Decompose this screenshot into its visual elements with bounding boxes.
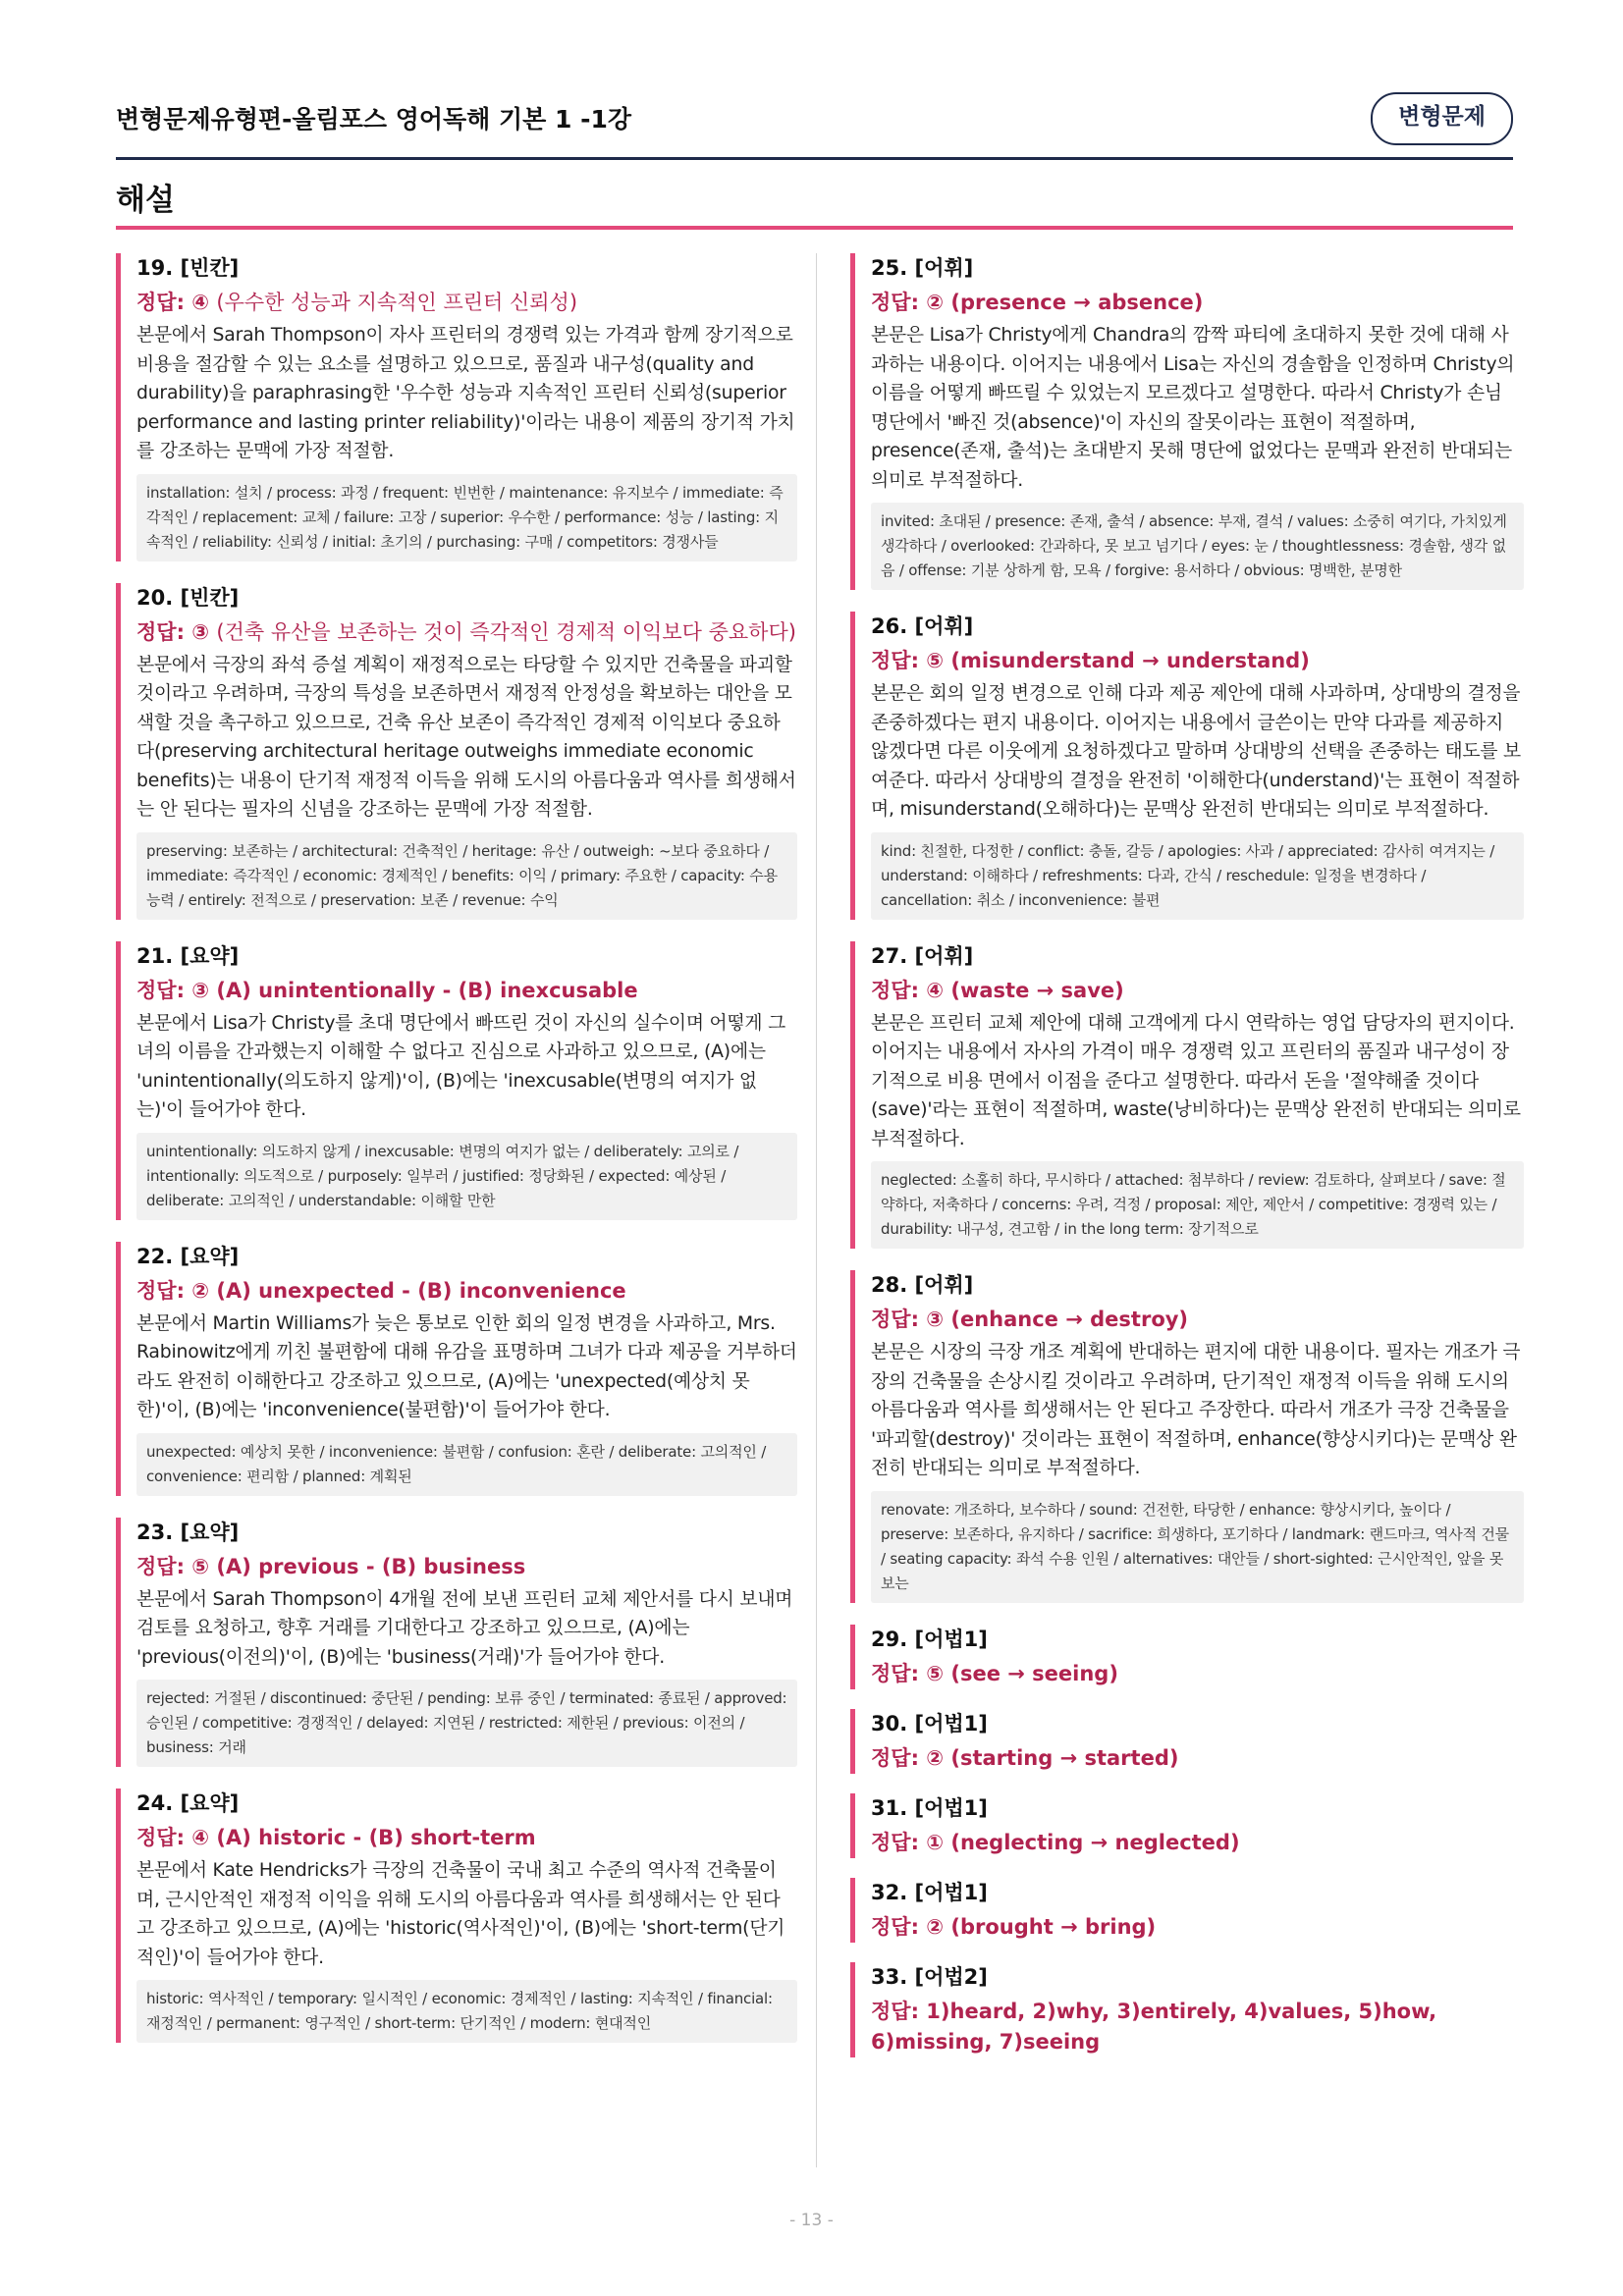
question-number: 29. [어법1] — [871, 1627, 988, 1651]
answer-label: 정답: ⑤ — [871, 649, 945, 672]
section-rule — [116, 226, 1513, 230]
answer-text: (misunderstand → understand) — [950, 649, 1310, 672]
answer-text: (A) unintentionally - (B) inexcusable — [216, 978, 638, 1002]
answer-label: 정답: — [871, 1999, 919, 2023]
question-number: 31. [어법1] — [871, 1795, 988, 1820]
question-number: 25. [어휘] — [871, 256, 974, 280]
answer-label: 정답: ④ — [136, 1826, 210, 1849]
explanation-text: 본문에서 Sarah Thompson이 자사 프린터의 경쟁력 있는 가격과 함께 장기적으로 비용을 절감할 수 있는 요소를 설명하고 있으므로, 품질과 내구성(quality and durability)을 paraphrasing한 '우수한 성능과 지속적인 프린터 신뢰성(superior performance and lasting printer reliability)'이라는 내용이 제품의 장기적 가치를 강조하는 문맥에 가장 적절함. — [136, 325, 795, 461]
explanation-text: 본문에서 극장의 좌석 증설 계획이 재정적으로는 타당할 수 있지만 건축물을 파괴할 것이라고 우려하며, 극장의 특성을 보존하면서 재정적 안정성을 확보하는 대안을 모색할 것을 촉구하고 있으므로, 건축 유산 보존이 즉각적인 경제적 이익보다 중요하다(preserving architectural heritage outweighs immediate economic benefits)는 내용이 단기적 재정적 이득을 위해 도시의 아름다움과 역사를 희생해서는 안 된다는 필자의 신념을 강조하는 문맥에 가장 적절함. — [136, 654, 796, 820]
answer-text: (waste → save) — [950, 978, 1124, 1002]
answer-line — [136, 976, 797, 1006]
answer-line — [136, 617, 797, 648]
answer-label: 정답: ② — [871, 1745, 945, 1770]
answer-label: 정답: ① — [871, 1830, 945, 1854]
explanation-text: 본문은 시장의 극장 개조 계획에 반대하는 편지에 대한 내용이다. 필자는 개조가 극장의 건축물을 손상시킬 것이라고 우려하며, 단기적인 재정적 이득을 위해 도시의 아름다움과 역사를 희생해서는 안 된다고 주장한다. 따라서 개조가 극장 건축물을 '파괴할(destroy)' 것이라는 표현이 적절하며, enhance(향상시키다)는 문맥상 완전히 반대되는 의미로 부적절하다. — [871, 1342, 1521, 1478]
answer-item — [850, 1270, 1524, 1603]
answer-item — [116, 583, 797, 920]
answer-text: (presence → absence) — [950, 291, 1204, 314]
answer-line — [871, 1743, 1524, 1774]
question-number: 20. [빈칸] — [136, 585, 240, 610]
vocabulary-box: preserving: 보존하는 / architectural: 건축적인 / heritage: 유산 / outweigh: ~보다 중요하다 / immediate: 즉각적인 / economic: 경제적인 / benefits: 이익 / primary: 주요한 / capacity: 수용 능력 / entirely: 전적으로 / preservation: 보존 / revenue: 수익 — [136, 832, 797, 920]
answer-item — [850, 941, 1524, 1250]
answer-line — [871, 1912, 1524, 1943]
answer-line — [871, 646, 1524, 676]
answer-text: (A) historic - (B) short-term — [216, 1826, 536, 1849]
explanation-text: 본문에서 Sarah Thompson이 4개월 전에 보낸 프린터 교체 제안서를 다시 보내며 검토를 요청하고, 향후 거래를 기대한다고 강조하고 있으므로, (A)에는 'previous(이전의)'이, (B)에는 'business(거래)'가 들어가야 한다. — [136, 1588, 793, 1668]
answer-label: 정답: ③ — [871, 1308, 945, 1331]
question-number: 26. [어휘] — [871, 614, 974, 638]
answer-label: 정답: ⑤ — [136, 1554, 210, 1578]
page-number: - 13 - — [789, 2211, 834, 2230]
question-number: 33. [어법2] — [871, 1964, 988, 1989]
question-number: 23. [요약] — [136, 1520, 240, 1544]
answer-label: 정답: ⑤ — [871, 1661, 945, 1685]
answer-label: 정답: ④ — [136, 291, 210, 314]
answer-item — [850, 253, 1524, 590]
answer-text: (see → seeing) — [950, 1661, 1118, 1685]
page-header — [116, 94, 1513, 153]
answer-label: 정답: ③ — [136, 619, 210, 644]
answer-line — [136, 1552, 797, 1582]
answer-text: (brought → bring) — [950, 1914, 1157, 1939]
answer-text: 1)heard, 2)why, 3)entirely, 4)values, 5)how, 6)missing, 7)seeing — [871, 1999, 1437, 2054]
answer-text: (A) unexpected - (B) inconvenience — [216, 1278, 626, 1303]
question-number: 30. [어법1] — [871, 1711, 988, 1735]
question-number: 27. [어휘] — [871, 943, 974, 968]
answer-item — [116, 253, 797, 561]
answer-label: 정답: ② — [136, 1278, 210, 1303]
question-number: 24. [요약] — [136, 1791, 240, 1815]
question-number: 28. [어휘] — [871, 1273, 974, 1297]
answer-label: 정답: ② — [871, 1914, 945, 1939]
answer-item — [850, 1962, 1524, 2057]
answer-line — [136, 1276, 797, 1307]
vocabulary-box: unexpected: 예상치 못한 / inconvenience: 불편함 / confusion: 혼란 / deliberate: 고의적인 / convenience: 편리함 / planned: 계획된 — [136, 1433, 797, 1496]
vocabulary-box: historic: 역사적인 / temporary: 일시적인 / economic: 경제적인 / lasting: 지속적인 / financial: 재정적인 / permanent: 영구적인 / short-term: 단기적인 / modern: 현대적인 — [136, 1980, 797, 2043]
header-rule — [116, 157, 1513, 160]
explanation-text: 본문에서 Lisa가 Christy를 초대 명단에서 빠뜨린 것이 자신의 실수이며 어떻게 그녀의 이름을 간과했는지 이해할 수 없다고 진심으로 사과하고 있으므로, (A)에는 'unintentionally(의도하지 않게)'이, (B)에는 'inexcusable(변명의 여지가 없는)'이 들어가야 한다. — [136, 1012, 786, 1120]
answer-item — [850, 1709, 1524, 1774]
vocabulary-box: unintentionally: 의도하지 않게 / inexcusable: 변명의 여지가 없는 / deliberately: 고의로 / intentionally: 의도적으로 / purposely: 일부러 / justified: 정당화된 / expected: 예상된 / deliberate: 고의적인 / understandable: 이해할 만한 — [136, 1133, 797, 1220]
explanation-text: 본문에서 Kate Hendricks가 극장의 건축물이 국내 최고 수준의 역사적 건축물이며, 근시안적인 재정적 이익을 위해 도시의 아름다움과 역사를 희생해서는 안 된다고 강조하고 있으므로, (A)에는 'historic(역사적인)'이, (B)에는 'short-term(단기적인)'이 들어가야 한다. — [136, 1860, 785, 1968]
answer-item — [116, 1789, 797, 2043]
answer-item — [116, 941, 797, 1220]
answer-item — [850, 1793, 1524, 1858]
explanation-text: 본문에서 Martin Williams가 늦은 통보로 인한 회의 일정 변경을 사과하고, Mrs. Rabinowitz에게 끼친 불편함에 대해 유감을 표명하며 그녀가 다과 제공을 거부하더라도 완전히 이해한다고 강조하고 있으므로, (A)에는 'unexpected(예상치 못한)'이, (B)에는 'inconvenience(불편함)'이 들어가야 한다. — [136, 1312, 797, 1420]
answer-label: 정답: ③ — [136, 978, 210, 1002]
answer-text: (enhance → destroy) — [950, 1308, 1189, 1331]
answer-label: 정답: ④ — [871, 978, 945, 1002]
document-title: 변형문제유형편-올림포스 영어독해 기본 1 -1강 — [116, 105, 632, 133]
answer-item — [116, 1242, 797, 1496]
vocabulary-box: installation: 설치 / process: 과정 / frequent: 빈번한 / maintenance: 유지보수 / immediate: 즉각적인 / replacement: 교체 / failure: 고장 / superior: 우수한 / performance: 성능 / lasting: 지속적인 / reliability: 신뢰성 / initial: 초기의 / purchasing: 구매 / competitors: 경쟁사들 — [136, 474, 797, 561]
question-number: 32. [어법1] — [871, 1880, 988, 1904]
answer-item — [850, 1625, 1524, 1689]
answer-line — [871, 1659, 1524, 1689]
vocabulary-box: neglected: 소홀히 하다, 무시하다 / attached: 첨부하다 / review: 검토하다, 살펴보다 / save: 절약하다, 저축하다 / concerns: 우려, 걱정 / proposal: 제안, 제안서 / competitive: 경쟁력 있는 / durability: 내구성, 견고함 / in the long term: 장기적으로 — [871, 1161, 1524, 1249]
question-number: 19. [빈칸] — [136, 256, 240, 280]
answer-line — [136, 1823, 797, 1853]
answer-line — [871, 288, 1524, 318]
category-badge: 변형문제 — [1371, 92, 1513, 145]
question-number: 21. [요약] — [136, 943, 240, 968]
answer-text: (우수한 성능과 지속적인 프린터 신뢰성) — [216, 291, 578, 314]
answer-line — [871, 1828, 1524, 1858]
answer-text: (건축 유산을 보존하는 것이 즉각적인 경제적 이익보다 중요하다) — [216, 619, 796, 644]
answer-item — [850, 1878, 1524, 1943]
answer-text: (starting → started) — [950, 1745, 1179, 1770]
vocabulary-box: renovate: 개조하다, 보수하다 / sound: 건전한, 타당한 / enhance: 향상시키다, 높이다 / preserve: 보존하다, 유지하다 / sacrifice: 희생하다, 포기하다 / landmark: 랜드마크, 역사적 건물 / seating capacity: 좌석 수용 인원 / alternatives: 대안들 / short-sighted: 근시안적인, 앞을 못 보는 — [871, 1491, 1524, 1603]
answer-text: (neglecting → neglected) — [950, 1830, 1240, 1854]
vocabulary-box: rejected: 거절된 / discontinued: 중단된 / pending: 보류 중인 / terminated: 종료된 / approved: 승인된 / competitive: 경쟁적인 / delayed: 지연된 / restricted: 제한된 / previous: 이전의 / business: 거래 — [136, 1680, 797, 1767]
section-title: 해설 — [116, 183, 175, 218]
left-column — [116, 253, 797, 2064]
explanation-text: 본문은 회의 일정 변경으로 인해 다과 제공 제안에 대해 사과하며, 상대방의 결정을 존중하겠다는 편지 내용이다. 이어지는 내용에서 글쓴이는 만약 다과를 제공하지 않겠다면 다른 이웃에게 요청하겠다고 말하며 상대방의 선택을 존중하는 태도를 보여준다. 따라서 상대방의 결정을 완전히 '이해한다(understand)'는 표현이 적절하며, misunderstand(오해하다)는 문맥상 완전히 반대되는 의미로 부적절하다. — [871, 683, 1521, 820]
answer-text: (A) previous - (B) business — [216, 1554, 526, 1578]
question-number: 22. [요약] — [136, 1244, 240, 1268]
vocabulary-box: invited: 초대된 / presence: 존재, 출석 / absence: 부재, 결석 / values: 소중히 여기다, 가치있게 생각하다 / overlooked: 간과하다, 못 보고 넘기다 / eyes: 눈 / thoughtlessness: 경솔함, 생각 없음 / offense: 기분 상하게 함, 모욕 / forgive: 용서하다 / obvious: 명백한, 분명한 — [871, 503, 1524, 590]
answer-line — [871, 1305, 1524, 1335]
answer-line — [871, 1997, 1524, 2057]
column-divider — [816, 253, 817, 2167]
right-column — [850, 253, 1524, 2077]
answer-item — [116, 1518, 797, 1768]
answer-line — [871, 976, 1524, 1006]
vocabulary-box: kind: 친절한, 다정한 / conflict: 충돌, 갈등 / apologies: 사과 / appreciated: 감사히 여겨지는 / understand: 이해하다 / refreshments: 다과, 간식 / reschedule: 일정을 변경하다 / cancellation: 취소 / inconvenience: 불편 — [871, 832, 1524, 920]
answer-item — [850, 612, 1524, 920]
explanation-text: 본문은 프린터 교체 제안에 대해 고객에게 다시 연락하는 영업 담당자의 편지이다. 이어지는 내용에서 자사의 가격이 매우 경쟁력 있고 프린터의 품질과 내구성이 장기적으로 비용 면에서 이점을 준다고 설명한다. 따라서 돈을 '절약해줄 것이다(save)'라는 표현이 적절하며, waste(낭비하다)는 문맥상 완전히 반대되는 의미로 부적절하다. — [871, 1012, 1521, 1149]
explanation-text: 본문은 Lisa가 Christy에게 Chandra의 깜짝 파티에 초대하지 못한 것에 대해 사과하는 내용이다. 이어지는 내용에서 Lisa는 자신의 경솔함을 인정하며 Christy의 이름을 어떻게 빠뜨릴 수 있었는지 모르겠다고 설명한다. 따라서 Christy가 손님 명단에서 '빠진 것(absence)'이 자신의 잘못이라는 표현이 적절하며, presence(존재, 출석)는 초대받지 못해 명단에 없었다는 문맥과 완전히 반대되는 의미로 부적절하다. — [871, 325, 1515, 491]
answer-line — [136, 288, 797, 318]
answer-label: 정답: ② — [871, 291, 945, 314]
